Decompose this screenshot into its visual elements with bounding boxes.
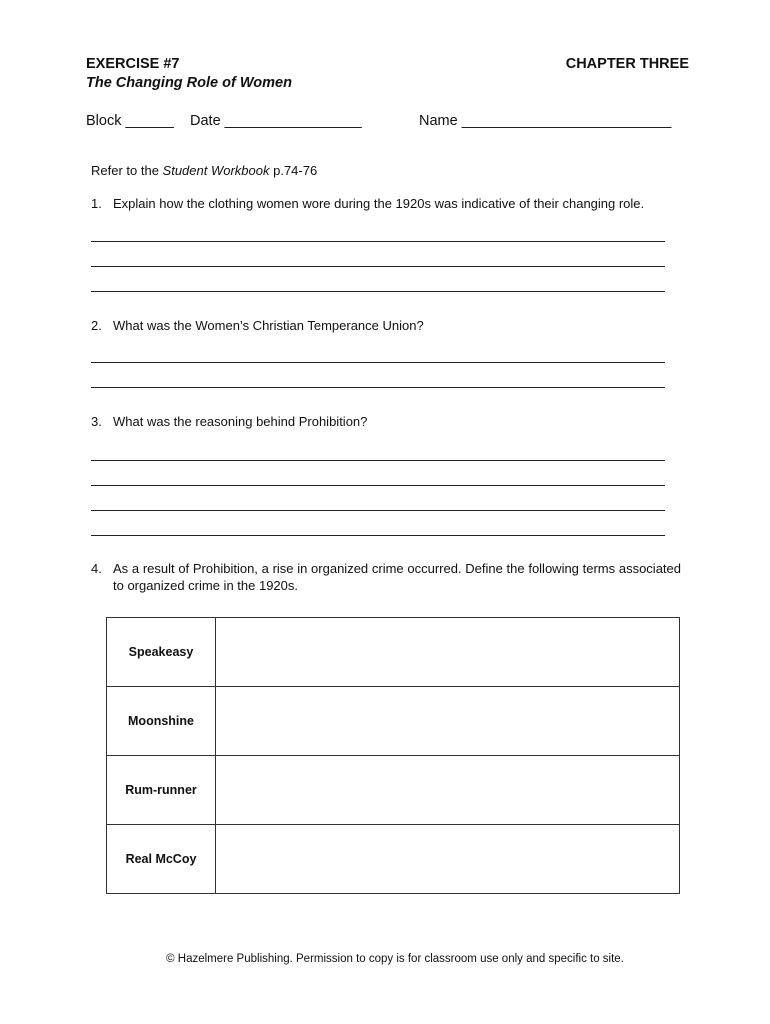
answer-line[interactable] [91, 387, 665, 388]
table-row [107, 825, 680, 894]
term-speakeasy: Speakeasy [107, 618, 216, 687]
definition-cell[interactable] [216, 687, 680, 756]
table-row [107, 756, 680, 825]
question-number: 1. [91, 196, 102, 211]
question-number: 3. [91, 414, 102, 429]
name-field[interactable]: Name __________________________ [419, 113, 672, 129]
answer-line[interactable] [91, 362, 665, 363]
date-field[interactable]: Date _________________ [190, 113, 362, 129]
exercise-number: EXERCISE #7 [86, 56, 180, 72]
definition-cell[interactable] [216, 756, 680, 825]
answer-line[interactable] [91, 291, 665, 292]
question-2 [91, 318, 424, 333]
question-text: What was the reasoning behind Prohibition? [113, 414, 368, 429]
chapter-label: CHAPTER THREE [565, 56, 689, 72]
definition-cell[interactable] [216, 618, 680, 687]
table-row [107, 687, 680, 756]
term-real-mccoy: Real McCoy [107, 825, 216, 894]
terms-table [106, 617, 680, 894]
definition-cell[interactable] [216, 825, 680, 894]
reference-note [91, 163, 317, 178]
worksheet-title: The Changing Role of Women [86, 75, 292, 91]
copyright-footer: © Hazelmere Publishing. Permission to copy is for classroom use only and specific to site. [166, 953, 624, 965]
reference-prefix: Refer to the [91, 163, 163, 178]
reference-pages: p.74-76 [269, 163, 318, 178]
term-moonshine: Moonshine [107, 687, 216, 756]
table-row [107, 618, 680, 687]
answer-line[interactable] [91, 460, 665, 461]
question-3 [91, 414, 367, 429]
term-rum-runner: Rum-runner [107, 756, 216, 825]
question-text: As a result of Prohibition, a rise in organized crime occurred. Define the following terms associated to organized crime in the 1920s. [113, 561, 681, 593]
answer-line[interactable] [91, 266, 665, 267]
question-text: What was the Women’s Christian Temperance Union? [113, 318, 424, 333]
answer-line[interactable] [91, 535, 665, 536]
question-number: 4. [91, 561, 102, 576]
block-field[interactable]: Block ______ [86, 113, 174, 129]
answer-line[interactable] [91, 510, 665, 511]
answer-line[interactable] [91, 485, 665, 486]
answer-line[interactable] [91, 241, 665, 242]
question-1 [91, 196, 644, 211]
reference-book: Student Workbook [162, 163, 270, 178]
question-4 [91, 560, 681, 594]
question-text: Explain how the clothing women wore during the 1920s was indicative of their changing role. [113, 196, 645, 211]
question-number: 2. [91, 318, 102, 333]
